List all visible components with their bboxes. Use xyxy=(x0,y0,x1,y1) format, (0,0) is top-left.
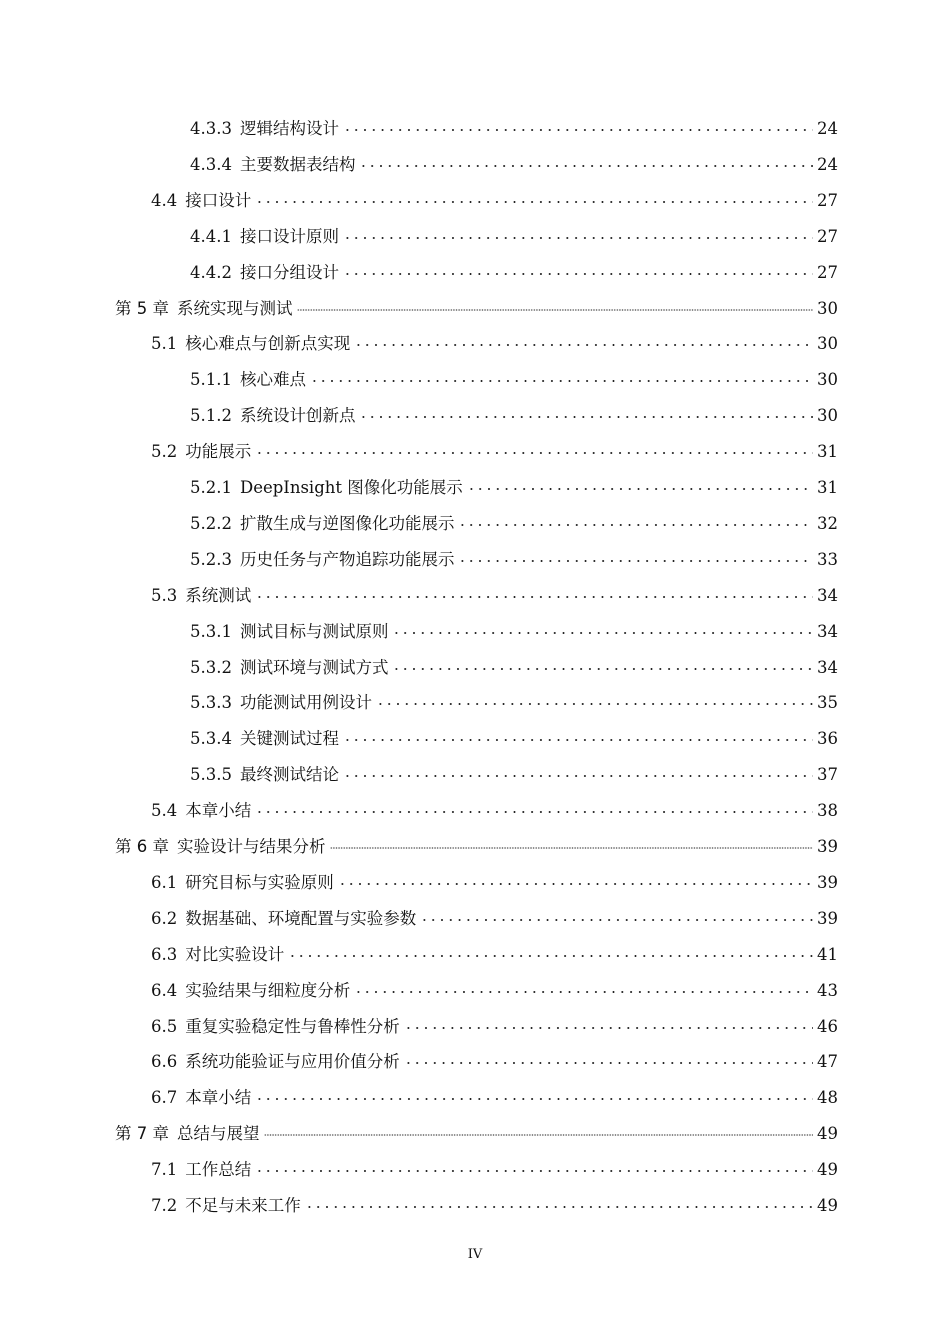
toc-entry-title: 研究目标与实验原则 xyxy=(185,872,334,892)
toc-entry-number: 6.7 xyxy=(151,1088,178,1108)
toc-dot-leader xyxy=(404,1062,813,1064)
toc-entry-title: 接口分组设计 xyxy=(239,262,339,282)
toc-dot-leader xyxy=(458,524,813,526)
toc-entry[interactable] xyxy=(151,582,838,608)
toc-entry-number: 6.2 xyxy=(151,908,178,928)
toc-entry-number: 5.3.3 xyxy=(190,693,232,713)
toc-entry-number: 4.4.1 xyxy=(190,226,232,246)
toc-entry-page: 35 xyxy=(817,693,838,713)
toc-entry[interactable] xyxy=(190,223,838,249)
toc-entry-title: 测试环境与测试方式 xyxy=(239,657,389,677)
toc-entry-number: 5.1 xyxy=(151,334,178,354)
toc-entry-title: 对比实验设计 xyxy=(185,944,285,964)
toc-entry-title: 历史任务与产物追踪功能展示 xyxy=(239,549,455,569)
toc-entry-page: 27 xyxy=(817,262,838,282)
toc-dot-leader xyxy=(255,1170,813,1172)
toc-dot-leader xyxy=(420,919,813,921)
toc-dot-leader xyxy=(354,344,813,346)
toc-dot-leader xyxy=(392,632,813,634)
toc-entry-page: 32 xyxy=(817,513,838,533)
toc-dot-leader xyxy=(264,1134,814,1136)
toc-entry[interactable] xyxy=(151,977,838,1003)
toc-entry[interactable] xyxy=(151,941,838,967)
toc-entry-page: 48 xyxy=(817,1088,838,1108)
toc-entry[interactable] xyxy=(151,1013,838,1039)
toc-dot-leader xyxy=(338,883,813,885)
toc-dot-leader xyxy=(305,1206,813,1208)
toc-entry-page: 34 xyxy=(817,657,838,677)
toc-entry-number: 5.3.2 xyxy=(190,657,232,677)
toc-entry-page: 36 xyxy=(817,729,838,749)
toc-entry-number: 5.3 xyxy=(151,585,178,605)
toc-entry-title: 不足与未来工作 xyxy=(185,1196,301,1215)
toc-entry-page: 30 xyxy=(817,406,838,426)
toc-dot-leader xyxy=(343,739,813,741)
toc-dot-leader xyxy=(255,1098,813,1100)
toc-entry-page: 49 xyxy=(817,1160,838,1180)
toc-entry-title: 本章小结 xyxy=(185,801,252,821)
toc-entry-page: 43 xyxy=(817,980,838,1000)
toc-entry-number: 4.3.4 xyxy=(190,154,232,174)
toc-entry-title: 实验结果与细粒度分析 xyxy=(185,980,351,1000)
toc-entry[interactable] xyxy=(151,1048,838,1074)
toc-entry-number: 第 5 章 xyxy=(115,298,169,318)
toc-entry-number: 6.3 xyxy=(151,944,178,964)
toc-entry[interactable] xyxy=(190,115,838,141)
toc-entry-page: 47 xyxy=(817,1052,838,1072)
toc-entry[interactable] xyxy=(151,1156,838,1182)
toc-entry[interactable] xyxy=(190,725,838,751)
toc-entry[interactable] xyxy=(151,797,838,823)
toc-entry-title: 本章小结 xyxy=(185,1088,252,1108)
toc-entry-number: 5.2.2 xyxy=(190,513,232,533)
toc-entry-number: 6.5 xyxy=(151,1016,178,1036)
toc-dot-leader xyxy=(343,273,813,275)
toc-entry-page: 46 xyxy=(817,1016,838,1036)
toc-entry-number: 6.6 xyxy=(151,1052,178,1072)
toc-entry-page: 49 xyxy=(817,1124,838,1144)
toc-dot-leader xyxy=(359,165,813,167)
toc-dot-leader xyxy=(458,560,813,562)
toc-entry[interactable] xyxy=(190,474,838,500)
toc-entry-number: 4.3.3 xyxy=(190,119,232,138)
toc-dot-leader xyxy=(376,703,813,705)
toc-entry-title: 关键测试过程 xyxy=(239,729,339,749)
toc-entry-number: 6.1 xyxy=(151,872,178,892)
toc-entry-page: 27 xyxy=(817,190,838,210)
toc-entry-title: 最终测试结论 xyxy=(239,765,339,785)
toc-dot-leader xyxy=(310,380,813,382)
toc-dot-leader xyxy=(354,991,813,993)
toc-dot-leader xyxy=(288,955,813,957)
toc-entry-number: 5.1.2 xyxy=(190,406,232,426)
toc-entry-number: 5.1.1 xyxy=(190,370,232,390)
toc-dot-leader xyxy=(359,416,813,418)
toc-dot-leader xyxy=(343,129,813,131)
toc-entry[interactable] xyxy=(151,905,838,931)
toc-entry-title: 系统实现与测试 xyxy=(177,298,293,318)
toc-entry-title: 核心难点与创新点实现 xyxy=(185,334,351,354)
toc-dot-leader xyxy=(330,847,814,849)
toc-dot-leader xyxy=(297,309,814,311)
toc-dot-leader xyxy=(255,811,813,813)
toc-entry-page: 31 xyxy=(817,478,838,497)
toc-entry-title: 系统设计创新点 xyxy=(239,406,356,426)
toc-entry-number: 7.2 xyxy=(151,1196,178,1215)
toc-entry-title: 测试目标与测试原则 xyxy=(239,621,389,641)
toc-entry-page: 24 xyxy=(817,119,838,138)
toc-entry[interactable] xyxy=(115,833,838,859)
toc-entry-page: 39 xyxy=(817,837,838,856)
toc-entry-number: 5.3.1 xyxy=(190,621,232,641)
toc-dot-leader xyxy=(255,452,813,454)
toc-entry-number: 5.2 xyxy=(151,442,178,462)
toc-entry-title: 接口设计原则 xyxy=(239,226,339,246)
toc-entry-page: 34 xyxy=(817,621,838,641)
toc-entry-page: 24 xyxy=(817,154,838,174)
toc-entry-number: 5.3.5 xyxy=(190,765,232,785)
toc-entry-page: 39 xyxy=(817,872,838,892)
toc-dot-leader xyxy=(343,775,813,777)
toc-entry-title: 工作总结 xyxy=(185,1160,252,1180)
toc-dot-leader xyxy=(467,488,813,490)
toc-entry-page: 30 xyxy=(817,334,838,354)
toc-entry[interactable] xyxy=(151,869,838,895)
toc-dot-leader xyxy=(255,201,813,203)
toc-entry-title: 系统功能验证与应用价值分析 xyxy=(185,1052,400,1072)
toc-entry-page: 33 xyxy=(817,549,838,569)
toc-dot-leader xyxy=(404,1027,813,1029)
toc-entry-number: 第 6 章 xyxy=(115,837,169,856)
toc-entry[interactable] xyxy=(115,295,838,321)
toc-entry[interactable] xyxy=(151,330,838,356)
toc-entry-number: 4.4 xyxy=(151,190,178,210)
toc-entry-page: 39 xyxy=(817,908,838,928)
toc-entry-title: 数据基础、环境配置与实验参数 xyxy=(185,908,417,928)
toc-dot-leader xyxy=(255,596,813,598)
toc-entry-page: 34 xyxy=(817,585,838,605)
page-number: IV xyxy=(467,1247,483,1262)
toc-dot-leader xyxy=(392,668,813,670)
toc-entry-number: 5.4 xyxy=(151,801,178,821)
toc-entry-number: 6.4 xyxy=(151,980,178,1000)
toc-entry-page: 27 xyxy=(817,226,838,246)
toc-entry-title: 功能展示 xyxy=(185,442,252,462)
toc-entry[interactable] xyxy=(190,366,838,392)
toc-entry[interactable] xyxy=(190,151,838,177)
toc-entry-page: 30 xyxy=(817,370,838,390)
toc-entry-title: 逻辑结构设计 xyxy=(239,119,339,138)
toc-entry-number: 7.1 xyxy=(151,1160,178,1180)
toc-entry-number: 5.3.4 xyxy=(190,729,232,749)
toc-entry-number: 第 7 章 xyxy=(115,1124,169,1144)
toc-entry[interactable] xyxy=(115,1120,838,1146)
toc-entry-page: 31 xyxy=(817,442,838,462)
toc-entry-page: 37 xyxy=(817,765,838,785)
toc-entry-title: DeepInsight 图像化功能展示 xyxy=(239,478,463,497)
toc-entry[interactable] xyxy=(151,187,838,213)
toc-entry-title: 扩散生成与逆图像化功能展示 xyxy=(239,513,455,533)
toc-entry[interactable] xyxy=(190,546,838,572)
toc-entry-page: 38 xyxy=(817,801,838,821)
toc-entry[interactable] xyxy=(151,1192,838,1218)
toc-entry[interactable] xyxy=(190,761,838,787)
toc-dot-leader xyxy=(343,237,813,239)
toc-entry-title: 重复实验稳定性与鲁棒性分析 xyxy=(185,1016,400,1036)
toc-entry[interactable] xyxy=(190,618,838,644)
toc-entry-page: 49 xyxy=(817,1196,838,1215)
toc-entry-title: 接口设计 xyxy=(185,190,252,210)
toc-entry[interactable] xyxy=(190,259,838,285)
toc-entry-page: 41 xyxy=(817,944,838,964)
toc-entry[interactable] xyxy=(190,654,838,680)
toc-entry-title: 总结与展望 xyxy=(177,1124,260,1144)
toc-entry[interactable] xyxy=(190,510,838,536)
toc-entry-title: 功能测试用例设计 xyxy=(239,693,372,713)
toc-entry-number: 5.2.1 xyxy=(190,478,232,497)
toc-entry-title: 实验设计与结果分析 xyxy=(177,837,326,856)
toc-entry[interactable] xyxy=(190,689,838,715)
toc-entry-page: 30 xyxy=(817,298,838,318)
toc-entry-number: 4.4.2 xyxy=(190,262,232,282)
toc-entry-title: 主要数据表结构 xyxy=(239,154,356,174)
toc-entry-title: 核心难点 xyxy=(239,370,306,390)
toc-entry[interactable] xyxy=(190,402,838,428)
toc-entry[interactable] xyxy=(151,1084,838,1110)
toc-entry[interactable] xyxy=(151,438,838,464)
toc-entry-title: 系统测试 xyxy=(185,585,252,605)
toc-entry-number: 5.2.3 xyxy=(190,549,232,569)
